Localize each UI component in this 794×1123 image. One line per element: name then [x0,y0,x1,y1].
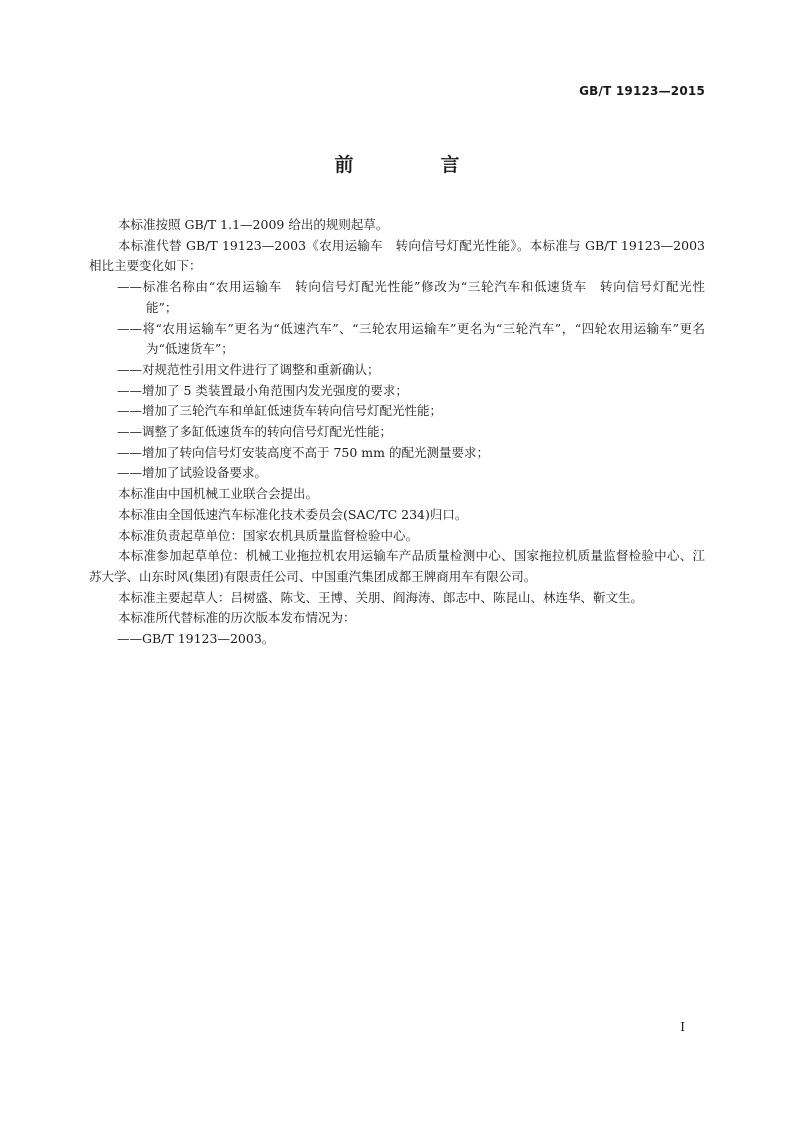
paragraph-committee: 本标准由全国低速汽车标准化技术委员会(SAC/TC 234)归口。 [118,506,468,522]
change-item-installation-height: ——增加了转向信号灯安装高度不高于 750 mm 的配光测量要求； [117,444,489,460]
standard-code: GB/T 19123—2015 [579,84,705,98]
change-item-renaming: ——将“农用运输车”更名为“低速汽车”、“三轮农用运输车”更名为“三轮汽车”，“四轮农用运输车”更名为“低速货车”； [117,320,705,357]
previous-edition-item: ——GB/T 19123—2003。 [117,631,275,647]
paragraph-lead-drafter: 本标准负责起草单位：国家农机具质量监督检验中心。 [118,527,419,543]
change-item-multi-cylinder: ——调整了多缸低速货车的转向信号灯配光性能； [117,424,393,440]
paragraph-proposer: 本标准由中国机械工业联合会提出。 [118,486,319,502]
foreword-body [89,215,705,650]
change-item-three-wheel: ——增加了三轮汽车和单缸低速货车转向信号灯配光性能； [117,403,443,419]
paragraph-drafting-rules: 本标准按照 GB/T 1.1—2009 给出的规则起草。 [118,217,389,232]
page-title: 前 言 [334,154,494,176]
change-item-class5: ——增加了 5 类装置最小角范围内发光强度的要求； [117,382,408,398]
paragraph-previous-editions: 本标准所代替标准的历次版本发布情况为： [118,610,356,626]
paragraph-participating-drafters: 本标准参加起草单位：机械工业拖拉机农用运输车产品质量检测中心、国家拖拉机质量监督检验中心、江苏大学、山东时风(集团)有限责任公司、中国重汽集团成都王牌商用车有限公司。 [89,548,705,584]
paragraph-main-drafters: 本标准主要起草人：吕树盛、陈戈、王博、关朋、阎海涛、郎志中、陈昆山、林连华、靳文生。 [118,589,644,605]
change-item-references: ——对规范性引用文件进行了调整和重新确认； [117,361,380,377]
change-item-test-equipment: ——增加了试验设备要求。 [117,465,268,481]
paragraph-replacement: 本标准代替 GB/T 19123—2003《农用运输车 转向信号灯配光性能》。本标准与 GB/T 19123—2003 相比主要变化如下： [89,237,705,274]
page-number: I [680,1020,685,1034]
change-item-title: ——标准名称由“农用运输车 转向信号灯配光性能”修改为“三轮汽车和低速货车 转向信号灯配光性能”； [117,279,705,315]
